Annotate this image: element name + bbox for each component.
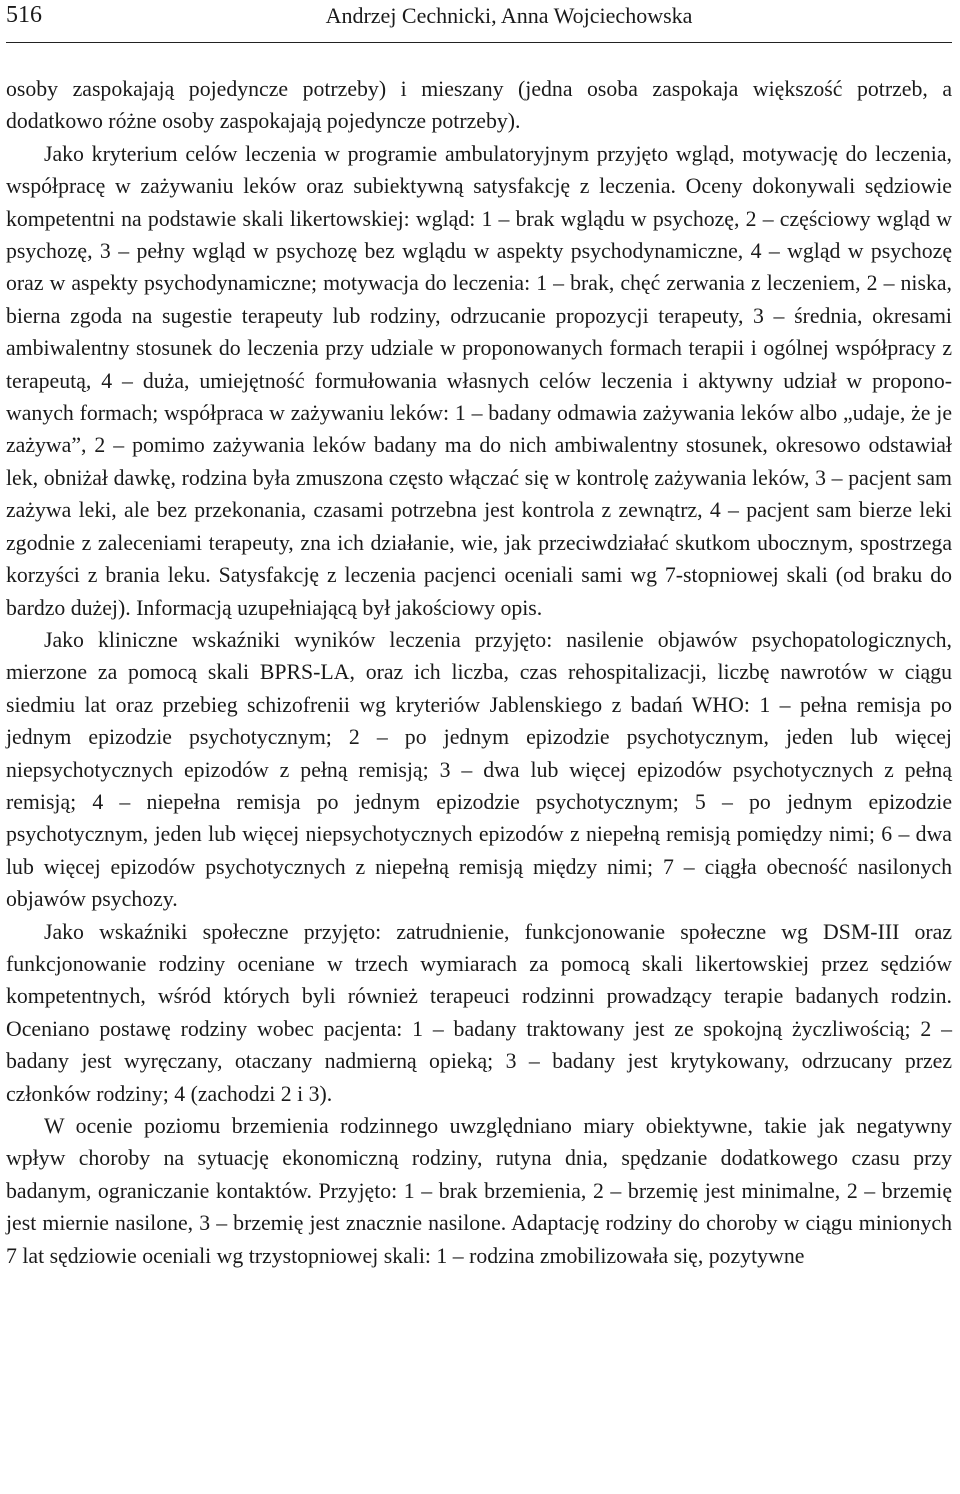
paragraph-social-indicators: Jako wskaźniki społeczne przyjęto: zatrudnienie, funkcjonowanie społeczne wg DSM-III oraz funkcjonowanie rodziny oceniane w trzech wymiarach za pomocą skali likertowskiej przez sędziów kompetentnych, wśród których byli również terapeuci rodzinni prowadzący terapie badanych rodzin. Oceniano postawę rodziny wobec pacjenta: 1 – badany traktowany jest ze spokojną życzliwością; 2 – badany jest wyręczany, otaczany nadmierną opieką; 3 – badany jest krytykowany, odrzucany przez członków rodziny; 4 (zachodzi 2 i 3). [6,919,952,1106]
paragraph-clinical-indicators: Jako kliniczne wskaźniki wyników leczenia przyjęto: nasilenie objawów psychopatologicznych, mierzone za pomocą skali BPRS-LA, oraz ich liczba, czas rehospitalizacji, liczbę nawrotów w ciągu siedmiu lat oraz przebieg schizofrenii wg kryteriów Jablenskiego z badań WHO: 1 – pełna remisja po jednym epizodzie psychotycznym; 2 – po jednym epizodzie psychotycznym, jeden lub więcej niepsychotycznych epizodów z pełną remisją; 3 – dwa lub więcej epizodów psychotycznych z pełną remisją; 4 – niepełna remisja po jednym epizodzie psychotycznym; 5 – po jednym epizodzie psychotycznym, jeden lub więcej niepsychotycznych epizodów z niepełną remisją pomiędzy nimi; 6 – dwa lub więcej epizodów psychotycznych z niepełną remisją między nimi; 7 – ciągła obecność nasilonych objawów psychozy. [6,627,952,912]
page [6,0,952,1272]
body-text [6,73,952,1272]
running-head [6,0,952,43]
paragraph-continuation: osoby zaspokajają pojedyncze potrzeby) i mieszany (jedna osoba zaspokaja większość potrzeb, a dodatkowo różne osoby zaspokajają pojedyncze potrzeby). [6,77,952,134]
paragraph-family-burden: W ocenie poziomu brzemienia rodzinnego uwzględniano miary obiektywne, takie jak negatywny wpływ choroby na sytuację ekonomiczną rodziny, rutyna dnia, spędzanie dodatkowego czasu przy badanym, ograniczanie kontaktów. Przyjęto: 1 – brak brzemienia, 2 – brzemię jest minimalne, 2 – brzemię jest miernie nasilone, 3 – brzemię jest znacznie nasilone. Adaptację rodziny do choroby w ciągu minionych 7 lat sędziowie oceniali wg trzystopniowej skali: 1 – rodzina zmobilizowała się, pozytywne [6,1114,952,1268]
paragraph-treatment-goals: Jako kryterium celów leczenia w programie ambulatoryjnym przyjęto wgląd, motywację do leczenia, współpracę w zażywaniu leków oraz subiektywną satysfakcję z leczenia. Oceny dokonywali sędziowie kompetentni na podstawie skali likertowskiej: wgląd: 1 – brak wglądu w psychozę, 2 – częściowy wgląd w psychozę, 3 – pełny wgląd w psychozę bez wglądu w aspekty psychodynamiczne, 4 – wgląd w psychozę oraz w aspekty psychodynamiczne; motywacja do leczenia: 1 – brak, chęć zerwania z leczeniem, 2 – niska, bierna zgoda na sugestie terapeuty lub rodziny, odrzucanie propozycji terapeuty, 3 – średnia, okresami ambiwalentny stosunek do leczenia przy udziale w proponowanych formach terapii i ogólnej współpracy z terapeutą, 4 – duża, umiejętność formułowania własnych celów leczenia i aktywny udział w proponowanych formach; współpraca w zażywaniu leków: 1 – badany odmawia zażywania leków albo „udaje, że je zażywa”, 2 – pomimo zażywania leków badany ma do nich ambiwalentny stosunek, okresowo odstawiał lek, obniżał dawkę, rodzina była zmuszona często włączać się w kontrolę zażywania leków, 3 – pacjent sam zażywa leki, ale bez przekonania, czasami potrzebna jest kontrola z zewnątrz, 4 – pacjent sam bierze leki zgodnie z zaleceniami terapeuty, zna ich działanie, wie, jak przeciwdziałać skutkom ubocznym, spostrzega korzyści z brania leku. Satysfakcję z leczenia pacjenci oceniali sami wg 7-stopniowej skali (od braku do bardzo dużej). Informacją uzupełniającą był jakościowy opis. [6,141,952,620]
page-number: 516 [6,2,42,28]
running-head-authors: Andrzej Cechnicki, Anna Wojciechowska [325,3,693,28]
